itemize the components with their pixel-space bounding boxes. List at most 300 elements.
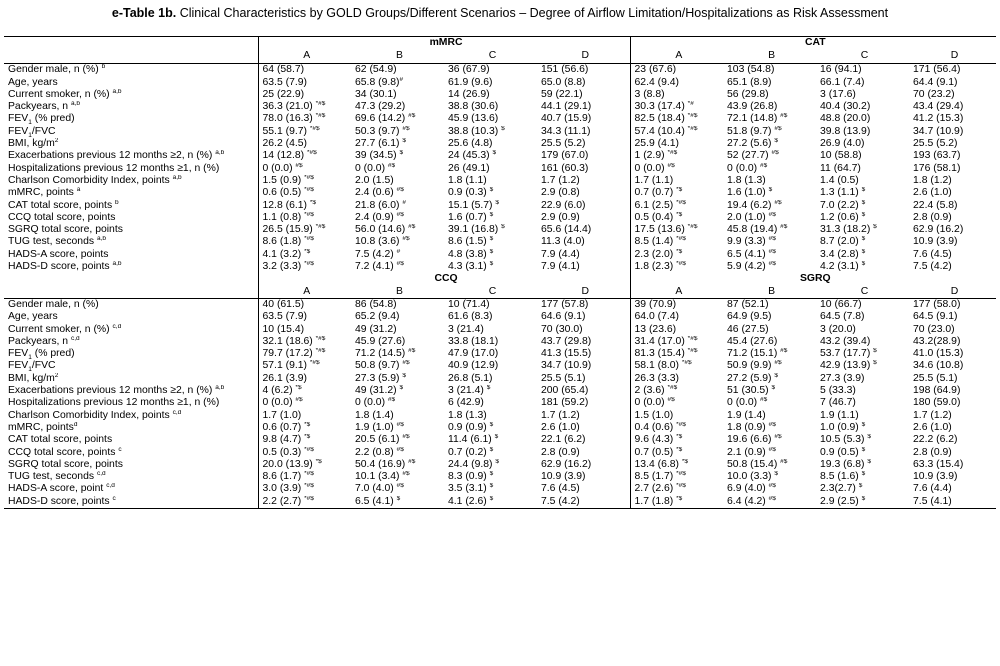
cell-value: 25.5 (5.1) (541, 372, 586, 384)
table-cell (351, 447, 444, 459)
table-cell (630, 126, 723, 138)
table-cell (351, 348, 444, 360)
table-cell (909, 459, 996, 471)
cell-value: 58.1 (8.0) (634, 360, 682, 372)
cell-value: 193 (63.7) (913, 150, 961, 162)
cell-value: 82.5 (18.4) (634, 113, 688, 125)
cell-value: 63.3 (15.4) (913, 458, 964, 470)
row-label-text: Age, years (8, 76, 58, 88)
cell-value: 66.1 (7.4) (820, 76, 865, 88)
cell-value: 57.4 (10.4) (634, 125, 688, 137)
cell-value: 7.0 (2.2) (820, 199, 862, 211)
cell-significance-marker: #$ (759, 162, 768, 169)
cell-significance-marker: #$ (768, 421, 776, 428)
cell-significance-marker: # (396, 248, 401, 255)
table-cell (723, 459, 816, 471)
cell-significance-marker: $ (489, 248, 494, 255)
cell-value: 0.9 (0.5) (820, 446, 862, 458)
group-header-cat: CAT (630, 37, 996, 50)
cell-value: 179 (67.0) (541, 150, 589, 162)
cell-value: 6.5 (4.1) (727, 248, 769, 260)
cell-value: 3 (8.8) (634, 88, 665, 100)
cell-value: 1.7 (1.2) (541, 409, 580, 421)
cell-value: 9.9 (3.3) (727, 236, 769, 248)
row-label-footnote: a,b (172, 174, 182, 181)
row-label-footnote: b (115, 199, 119, 206)
row-label-text: Gender male, n (%) (8, 298, 99, 310)
cell-significance-marker: $ (489, 421, 494, 428)
table-cell (258, 64, 351, 77)
table-row (4, 200, 996, 212)
table-cell (537, 298, 630, 311)
table-cell (630, 348, 723, 360)
column-header-b: B (723, 286, 816, 299)
cell-significance-marker: *#$ (315, 101, 326, 108)
table-row (4, 447, 996, 459)
table-cell (816, 138, 909, 150)
table-cell (816, 64, 909, 77)
table-cell (258, 471, 351, 483)
table-cell (351, 311, 444, 323)
clinical-characteristics-table (4, 36, 996, 509)
table-cell (909, 113, 996, 125)
table-cell (258, 459, 351, 471)
cell-value: 7.5 (4.2) (355, 248, 397, 260)
cell-value: 1.6 (0.7) (448, 211, 490, 223)
group-header-ccq: CCQ (258, 273, 630, 285)
table-cell (537, 113, 630, 125)
table-row (4, 261, 996, 273)
cell-value: 43.9 (26.8) (727, 101, 778, 113)
cell-value: 27.7 (6.1) (355, 138, 403, 150)
table-cell (444, 397, 537, 409)
table-cell (258, 360, 351, 372)
table-cell (909, 311, 996, 323)
cell-value: 11.4 (6.1) (448, 434, 495, 446)
row-label (4, 249, 258, 261)
row-label-text: HADS-D score, points (8, 495, 113, 507)
cell-significance-marker: *#$ (676, 261, 686, 268)
cell-value: 4.8 (3.8) (448, 248, 490, 260)
row-label-text: TUG test, seconds (8, 236, 97, 248)
table-cell (909, 150, 996, 162)
cell-significance-marker: #$ (408, 458, 416, 465)
cell-value: 19.6 (6.6) (727, 434, 775, 446)
row-label-text: TUG test, seconds (8, 471, 97, 483)
cell-value: 1.5 (0.9) (262, 174, 305, 186)
cell-significance-marker: *#$ (304, 261, 314, 268)
cell-value: 39 (34.5) (355, 150, 400, 162)
table-cell (909, 236, 996, 248)
row-label-text: CAT total score, points (8, 434, 113, 446)
table-cell (909, 187, 996, 199)
table-cell (444, 360, 537, 372)
cell-significance-marker: $ (861, 187, 866, 194)
cell-significance-marker: #$ (774, 125, 782, 132)
cell-value: 16 (94.1) (820, 64, 862, 76)
cell-value: 33.8 (18.1) (448, 335, 499, 347)
group-header-mmrc: mMRC (258, 37, 630, 50)
row-label (4, 410, 258, 422)
table-cell (537, 471, 630, 483)
table-cell (723, 410, 816, 422)
table-cell (630, 261, 723, 273)
cell-value: 43.2(28.9) (913, 335, 961, 347)
cell-significance-marker: *$ (309, 199, 317, 206)
table-cell (723, 336, 816, 348)
table-cell (258, 126, 351, 138)
row-label (4, 175, 258, 187)
cell-value: 27.2 (5.6) (727, 138, 775, 150)
table-cell (258, 224, 351, 236)
row-label-text: CCQ total score, points (8, 446, 119, 458)
cell-significance-marker: *#$ (676, 421, 686, 428)
cell-significance-marker: #$ (402, 471, 410, 478)
cell-significance-marker: *#$ (315, 224, 326, 231)
cell-value: 50.4 (16.9) (355, 458, 409, 470)
cell-significance-marker: *$ (304, 248, 311, 255)
row-label-footnote: a,b (215, 385, 225, 392)
table-cell (444, 64, 537, 77)
cell-value: 81.3 (15.4) (634, 348, 688, 360)
table-cell (444, 89, 537, 101)
row-label-footnote: a,b (70, 101, 80, 108)
table-cell (630, 360, 723, 372)
cell-value: 53.7 (17.7) (820, 348, 874, 360)
cell-value: 25.5 (5.1) (913, 372, 958, 384)
column-header-b: B (351, 286, 444, 299)
cell-significance-marker: #$ (780, 458, 788, 465)
table-cell (444, 434, 537, 446)
cell-significance-marker: $ (501, 224, 505, 231)
cell-value: 3.0 (3.9) (262, 483, 305, 495)
table-cell (444, 77, 537, 89)
cell-value: 10 (71.4) (448, 298, 490, 310)
cell-significance-marker: $ (501, 125, 505, 132)
cell-significance-marker: #$ (768, 211, 776, 218)
row-label-text: FEV (8, 113, 29, 125)
cell-value: 1.8 (2.3) (634, 261, 677, 273)
table-cell (723, 138, 816, 150)
cell-value: 56 (29.8) (727, 88, 769, 100)
cell-significance-marker: *$ (304, 434, 311, 441)
row-label-text: Charlson Comorbidity Index, points (8, 409, 173, 421)
cell-value: 9.6 (4.3) (634, 434, 677, 446)
cell-value: 7.2 (4.1) (355, 261, 397, 273)
column-header-d: D (909, 49, 996, 64)
cell-significance-marker: #$ (780, 113, 788, 120)
cell-value: 12.8 (6.1) (262, 199, 310, 211)
table-cell (351, 422, 444, 434)
cell-value: 0.5 (0.3) (262, 446, 305, 458)
cell-value: 1.8 (0.9) (727, 421, 769, 433)
table-cell (909, 64, 996, 77)
cell-significance-marker: $ (402, 372, 406, 379)
table-cell (816, 200, 909, 212)
cell-value: 0.9 (0.3) (448, 187, 490, 199)
cell-significance-marker: #$ (396, 187, 404, 194)
cell-value: 38.8 (10.3) (448, 125, 502, 137)
table-cell (258, 138, 351, 150)
table-cell (444, 212, 537, 224)
row-label (4, 471, 258, 483)
table-cell (537, 77, 630, 89)
cell-value: 71.2 (15.1) (727, 348, 781, 360)
cell-value: 26.5 (15.9) (262, 224, 316, 236)
cell-significance-marker: $ (489, 471, 494, 478)
row-label-text: CAT total score, points (8, 199, 116, 211)
cell-significance-marker: #$ (396, 421, 404, 428)
cell-value: 51.8 (9.7) (727, 125, 775, 137)
cell-value: 62.4 (9.4) (634, 76, 680, 88)
row-label-text-rest: /FVC (31, 360, 56, 372)
cell-value: 50.3 (9.7) (355, 125, 403, 137)
cell-value: 0 (0.0) (262, 162, 296, 174)
cell-value: 8.7 (2.0) (820, 236, 862, 248)
table-cell (909, 138, 996, 150)
cell-value: 39 (70.9) (634, 298, 677, 310)
cell-value: 24 (45.3) (448, 150, 493, 162)
row-label (4, 126, 258, 138)
table-cell (909, 224, 996, 236)
table-cell (909, 360, 996, 372)
cell-value: 22.1 (6.2) (541, 434, 586, 446)
table-cell (630, 373, 723, 385)
table-cell (816, 126, 909, 138)
row-label-text: Age, years (8, 311, 58, 323)
cell-value: 1.9 (1.1) (820, 409, 859, 421)
table-cell (258, 434, 351, 446)
table-cell (816, 434, 909, 446)
cell-significance-marker: #$ (768, 248, 776, 255)
cell-value: 7.9 (4.1) (541, 261, 580, 273)
cell-value: 8.6 (1.8) (262, 236, 305, 248)
table-row (4, 224, 996, 236)
cell-significance-marker: *$ (676, 495, 683, 502)
cell-significance-marker: $ (489, 211, 494, 218)
cell-value: 8.5 (1.6) (820, 471, 862, 483)
cell-value: 1.4 (0.5) (820, 174, 859, 186)
table-cell (351, 150, 444, 162)
cell-value: 2.9 (2.5) (820, 495, 862, 507)
table-cell (909, 483, 996, 495)
cell-value: 63.5 (7.9) (262, 76, 307, 88)
table-cell (444, 422, 537, 434)
cell-value: 1.9 (1.0) (355, 421, 397, 433)
cell-significance-marker: $ (495, 458, 499, 465)
cell-value: 65.6 (14.4) (541, 224, 592, 236)
table-cell (537, 89, 630, 101)
table-cell (909, 397, 996, 409)
table-cell (351, 261, 444, 273)
table-cell (258, 175, 351, 187)
table-cell (258, 89, 351, 101)
cell-value: 1.7 (1.2) (913, 409, 952, 421)
cell-value: 13 (23.6) (634, 323, 677, 335)
table-cell (723, 298, 816, 311)
cell-value: 161 (60.3) (541, 162, 589, 174)
cell-value: 26.9 (4.0) (820, 138, 865, 150)
row-label (4, 89, 258, 101)
table-cell (351, 385, 444, 397)
cell-value: 21.8 (6.0) (355, 199, 403, 211)
table-cell (258, 113, 351, 125)
cell-value: 36 (67.9) (448, 64, 490, 76)
cell-significance-marker: *# (687, 101, 694, 108)
table-cell (909, 422, 996, 434)
cell-value: 25.5 (5.2) (541, 138, 586, 150)
cell-value: 25.5 (5.2) (913, 138, 958, 150)
table-cell (723, 64, 816, 77)
table-cell (909, 336, 996, 348)
row-label-text: FEV (8, 360, 29, 372)
table-cell (723, 113, 816, 125)
table-row (4, 311, 996, 323)
cell-significance-marker: $ (494, 434, 499, 441)
table-cell (258, 249, 351, 261)
cell-value: 64.5 (7.8) (820, 311, 865, 323)
row-label-footnote: b (101, 63, 106, 71)
cell-significance-marker: #$ (396, 261, 404, 268)
table-cell (816, 298, 909, 311)
table-cell (816, 447, 909, 459)
cell-value: 34.6 (10.8) (913, 360, 964, 372)
cell-value: 9.8 (4.7) (262, 434, 305, 446)
cell-significance-marker: *#$ (676, 483, 686, 490)
table-cell (258, 410, 351, 422)
column-header-c: C (444, 49, 537, 64)
table-cell (816, 324, 909, 336)
table-cell (537, 126, 630, 138)
cell-value: 1.2 (0.6) (820, 211, 862, 223)
table-cell (351, 434, 444, 446)
cell-value: 20.0 (13.9) (262, 458, 316, 470)
table-cell (351, 77, 444, 89)
cell-value: 7.0 (4.0) (355, 483, 397, 495)
table-cell (537, 249, 630, 261)
cell-value: 3 (21.4) (448, 385, 487, 397)
cell-value: 27.3 (5.9) (355, 372, 403, 384)
table-cell (258, 373, 351, 385)
cell-significance-marker: $ (489, 261, 494, 268)
row-label-text: HADS-A score, point (8, 483, 107, 495)
table-cell (444, 138, 537, 150)
cell-value: 0.6 (0.5) (262, 187, 305, 199)
table-cell (630, 113, 723, 125)
cell-significance-marker: $ (489, 236, 494, 243)
cell-value: 34 (30.1) (355, 88, 397, 100)
row-label (4, 348, 258, 360)
table-cell (816, 483, 909, 495)
cell-significance-marker: #$ (402, 360, 410, 367)
cell-value: 46 (27.5) (727, 323, 769, 335)
cell-significance-marker: #$ (667, 397, 675, 404)
table-cell (351, 324, 444, 336)
row-label-text: mMRC, points (8, 187, 77, 199)
row-label-footnote: a (76, 187, 81, 194)
cell-value: 4.3 (3.1) (448, 261, 490, 273)
cell-significance-marker: #$ (768, 483, 776, 490)
table-cell (909, 163, 996, 175)
cell-value: 3 (17.6) (820, 88, 856, 100)
cell-significance-marker: *#$ (304, 174, 314, 181)
table-row (4, 89, 996, 101)
cell-value: 8.6 (1.5) (448, 236, 490, 248)
cell-value: 65.8 (9.8) (355, 76, 400, 88)
table-cell (444, 471, 537, 483)
cell-significance-marker: *$ (676, 211, 683, 218)
table-cell (258, 422, 351, 434)
table-cell (723, 101, 816, 113)
table-cell (630, 422, 723, 434)
cell-significance-marker: #$ (771, 150, 779, 157)
cell-value: 87 (52.1) (727, 298, 769, 310)
cell-significance-marker: # (402, 199, 406, 206)
cell-value: 1.8 (1.3) (727, 174, 766, 186)
table-cell (816, 422, 909, 434)
cell-value: 7 (46.7) (820, 397, 856, 409)
cell-value: 47.9 (17.0) (448, 348, 499, 360)
table-cell (351, 212, 444, 224)
cell-significance-marker: # (399, 76, 404, 83)
row-label-text-rest: (% pred) (31, 348, 75, 360)
cell-value: 43.2 (39.4) (820, 335, 871, 347)
table-cell (444, 459, 537, 471)
cell-value: 34.7 (10.9) (913, 125, 964, 137)
row-label (4, 385, 258, 397)
table-cell (630, 483, 723, 495)
table-cell (723, 373, 816, 385)
cell-value: 15.1 (5.7) (448, 199, 496, 211)
cell-significance-marker: #$ (759, 397, 768, 404)
table-cell (444, 348, 537, 360)
cell-significance-marker: #$ (408, 224, 416, 231)
table-cell (816, 236, 909, 248)
cell-significance-marker: $ (861, 236, 866, 243)
table-row (4, 397, 996, 409)
cell-significance-marker: $ (873, 360, 877, 367)
table-row (4, 150, 996, 162)
table-cell (444, 447, 537, 459)
table-cell (816, 113, 909, 125)
table-cell (351, 113, 444, 125)
row-label-text: Packyears, n (8, 335, 71, 347)
cell-value: 2.3 (2.0) (634, 248, 677, 260)
table-cell (537, 261, 630, 273)
row-label (4, 138, 258, 150)
table-cell (630, 298, 723, 311)
cell-value: 8.6 (1.7) (262, 471, 305, 483)
column-header-c: C (816, 286, 909, 299)
table-row (4, 175, 996, 187)
cell-significance-marker: *#$ (687, 224, 698, 231)
cell-value: 62.9 (16.2) (541, 458, 592, 470)
cell-value: 1 (2.9) (634, 150, 668, 162)
row-label-text: FEV (8, 348, 29, 360)
table-row (4, 471, 996, 483)
table-row (4, 212, 996, 224)
cell-value: 59 (22.1) (541, 88, 583, 100)
row-label (4, 236, 258, 248)
table-cell (537, 483, 630, 495)
row-label (4, 459, 258, 471)
cell-value: 17.5 (13.6) (634, 224, 688, 236)
cell-significance-marker: $ (486, 385, 491, 392)
table-row (4, 126, 996, 138)
table-cell (723, 360, 816, 372)
table-cell (258, 324, 351, 336)
table-cell (909, 447, 996, 459)
